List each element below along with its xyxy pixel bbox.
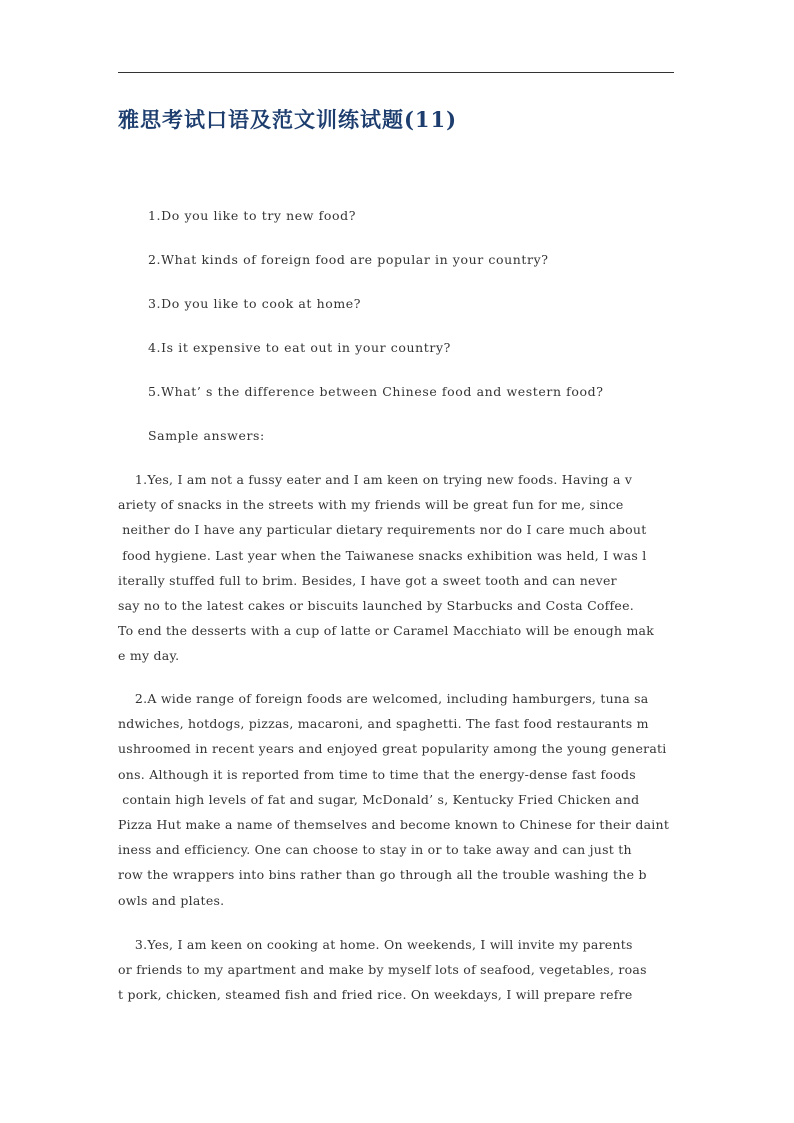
header-rule (118, 72, 674, 73)
answer-line: row the wrappers into bins rather than go through all the trouble washing the b (118, 867, 647, 883)
answer-line: or friends to my apartment and make by myself lots of seafood, vegetables, roas (118, 962, 647, 978)
answer-line: neither do I have any particular dietary requirements nor do I care much about (118, 522, 647, 538)
answer-2 (118, 686, 669, 913)
answer-line: 1.Yes, I am not a fussy eater and I am keen on trying new foods. Having a v (118, 472, 633, 487)
answer-line: ons. Although it is reported from time to time that the energy-dense fast foods (118, 766, 636, 782)
answer-line: Pizza Hut make a name of themselves and become known to Chinese for their daint (118, 816, 670, 832)
answer-1 (118, 467, 654, 669)
sample-answers-label: Sample answers: (148, 428, 265, 443)
answer-line: ndwiches, hotdogs, pizzas, macaroni, and spaghetti. The fast food restaurants m (118, 716, 649, 732)
answer-line: contain high levels of fat and sugar, McDonald’ s, Kentucky Fried Chicken and (118, 791, 640, 807)
answer-line: food hygiene. Last year when the Taiwanese snacks exhibition was held, I was l (118, 547, 647, 563)
question-2: 2.What kinds of foreign food are popular in your country? (148, 252, 549, 267)
answer-line: 2.A wide range of foreign foods are welcomed, including hamburgers, tuna sa (118, 691, 649, 706)
question-5: 5.What’ s the difference between Chinese food and western food? (148, 384, 604, 399)
answer-line: owls and plates. (118, 892, 225, 908)
answer-line: ushroomed in recent years and enjoyed great popularity among the young generati (118, 741, 667, 757)
answer-line: iness and efficiency. One can choose to stay in or to take away and can just th (118, 842, 632, 858)
question-1: 1.Do you like to try new food? (148, 208, 357, 223)
answer-line: t pork, chicken, steamed fish and fried rice. On weekdays, I will prepare refre (118, 987, 633, 1003)
answer-3 (118, 932, 647, 1008)
question-3: 3.Do you like to cook at home? (148, 296, 362, 311)
question-4: 4.Is it expensive to eat out in your country? (148, 340, 451, 355)
answer-line: ariety of snacks in the streets with my friends will be great fun for me, since (118, 497, 624, 513)
answer-line: 3.Yes, I am keen on cooking at home. On weekends, I will invite my parents (118, 937, 633, 952)
answer-line: iterally stuffed full to brim. Besides, I have got a sweet tooth and can never (118, 572, 617, 588)
answer-line: e my day. (118, 648, 180, 664)
answer-line: say no to the latest cakes or biscuits launched by Starbucks and Costa Coffee. (118, 597, 634, 613)
answer-line: To end the desserts with a cup of latte or Caramel Macchiato will be enough mak (118, 623, 655, 639)
page-title: 雅思考试口语及范文训练试题(11) (118, 107, 458, 132)
